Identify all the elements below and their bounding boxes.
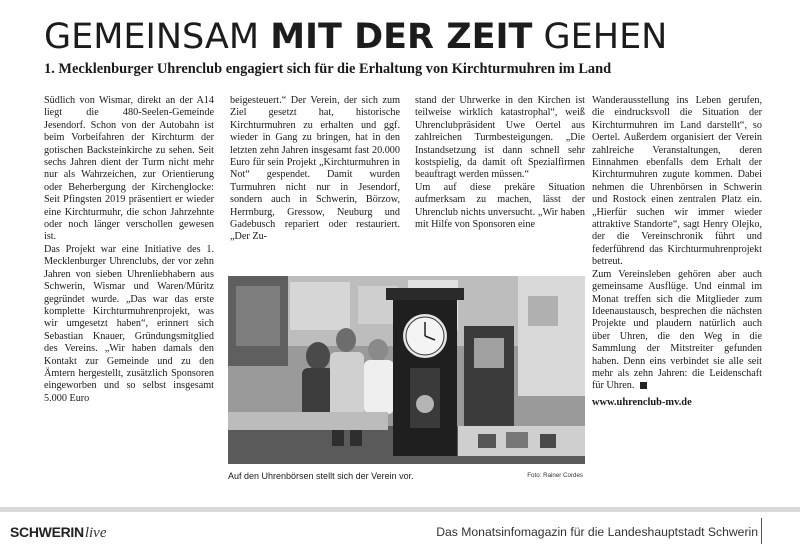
photo-credit: Foto: Rainer Cordes — [527, 472, 583, 479]
paragraph: Wanderausstellung ins Leben gerufen, die eindrucksvoll die Situation der Kirchturmuhren im Land darstellt“, so Oertel. Außerdem organisiert der Verein zahlreiche Veranstaltungen, deren Einnahmen ebenfalls dem Erhalt der Kirchturmuhren zugute kommen. Dabei nehmen die Uhrenbörsen in Schwerin und Rostock einen zentralen Platz ein. „Hierfür suchen wir immer wieder attraktive Standorte“, sagt Henry Olejko, der die Vereinschronik führt und federführend das Kirchturmuhrenprojekt betreut. — [592, 95, 762, 268]
text-column-1 — [44, 95, 214, 405]
text-column-4 — [592, 95, 762, 409]
text-column-3 — [415, 95, 585, 231]
headline-part-1: GEMEINSAM — [44, 17, 271, 57]
page-footer — [0, 512, 800, 548]
logo-live: live — [84, 525, 107, 541]
paragraph: Um auf diese prekäre Situation aufmerksam zu machen, lässt der Uhrenclub nichts unversucht. „Wir haben mit Hilfe von Sponsoren eine — [415, 181, 585, 231]
paragraph: Das Projekt war eine Initiative des 1. Mecklenburger Uhrenclubs, der vor zehn Jahren von sieben Uhrenliebhabern aus Schwerin, Wismar und Waren/Müritz gegründet wurde. „Das war das erste komplette Kirchturmuhrenprojekt, was wir umgesetzt haben“, erinnert sich Sebastian Knauer, Gründungsmitglied des Vereins. „Wir haben damals den Kontakt zur Gemeinde und zu den Ämtern hergestellt, zusätzlich Sponsoren eingeworben und so selbst insgesamt 5.000 Euro — [44, 243, 214, 404]
paragraph: beigesteuert.“ Der Verein, der sich zum Ziel gesetzt hat, historische Kirchturmuhren zu erhalten und ggf. wieder in Gang zu bringen, hat in den letzten zehn Jahren insgesamt fast 20.000 Euro für sein Projekt „Kirchturmuhren in Not“ gespendet. Damit wurden Turmuhren nicht nur in Jesendorf, sondern auch in Schwerin, Börzow, Herrnburg, Gressow, Neuburg und Gadebusch repariert oder restauriert. „Der Zu- — [230, 95, 400, 243]
article-headline — [44, 14, 764, 60]
headline-part-2: GEHEN — [532, 17, 668, 57]
paragraph: Südlich von Wismar, direkt an der A14 liegt die 480-Seelen-Gemeinde Jesendorf. Schon von der Autobahn ist beim Vorbeifahren der Kirchturm der gotischen Backsteinkirche zu sehen. Seit sechs Jahren dient der Turm nicht mehr nur als Wahrzeichen, zur Orientierung oder Beherbergung der Kirchenglocke: Seit Pfingsten 2019 präsentiert er wieder eine Kirchturmuhr, die schon Jahrzehnte oder noch länger verschollen gewesen ist. — [44, 95, 214, 243]
text-column-2 — [230, 95, 400, 244]
article-subheadline: 1. Mecklenburger Uhrenclub engagiert sich für die Erhaltung von Kirchturmuhren im Land — [44, 61, 612, 77]
magazine-logo — [10, 522, 106, 542]
club-website-link[interactable]: www.uhrenclub-mv.de — [592, 396, 692, 408]
magazine-tagline: Das Monatsinfomagazin für die Landeshauptstadt Schwerin — [436, 525, 758, 539]
caption-text: Auf den Uhrenbörsen stellt sich der Verein vor. — [228, 471, 414, 481]
photo-illustration — [228, 276, 585, 464]
headline-emphasis: MIT DER ZEIT — [270, 17, 533, 57]
footer-vertical-bar — [761, 518, 762, 544]
paragraph-text: Zum Vereinsleben gehören aber auch gemeinsame Ausflüge. Und einmal im Monat treffen sich die Mitglieder zum Ideenaustausch, besprechen die nächsten Projekte und plaudern natürlich auch über Uhren, die den Weg in die Sammlung der Mitstreiter gefunden haben. Denn eins verbindet sie alle seit mehr als zehn Jahren: die Leidenschaft für Uhren. — [592, 268, 762, 392]
paragraph: stand der Uhrwerke in den Kirchen ist teilweise wirklich katastrophal“, weiß Uhrenclubpräsident Uwe Oertel aus zahlreichen Turmbesteigungen. „Die Instandsetzung ist dann schnell sehr kostspielig, da damit oft Spezialfirmen beauftragt werden müssen.“ — [415, 95, 585, 181]
logo-brand: SCHWERIN — [10, 524, 84, 540]
end-of-article-mark — [640, 382, 647, 389]
paragraph — [592, 269, 762, 393]
photo-caption — [228, 469, 585, 483]
article-photo — [228, 276, 585, 464]
